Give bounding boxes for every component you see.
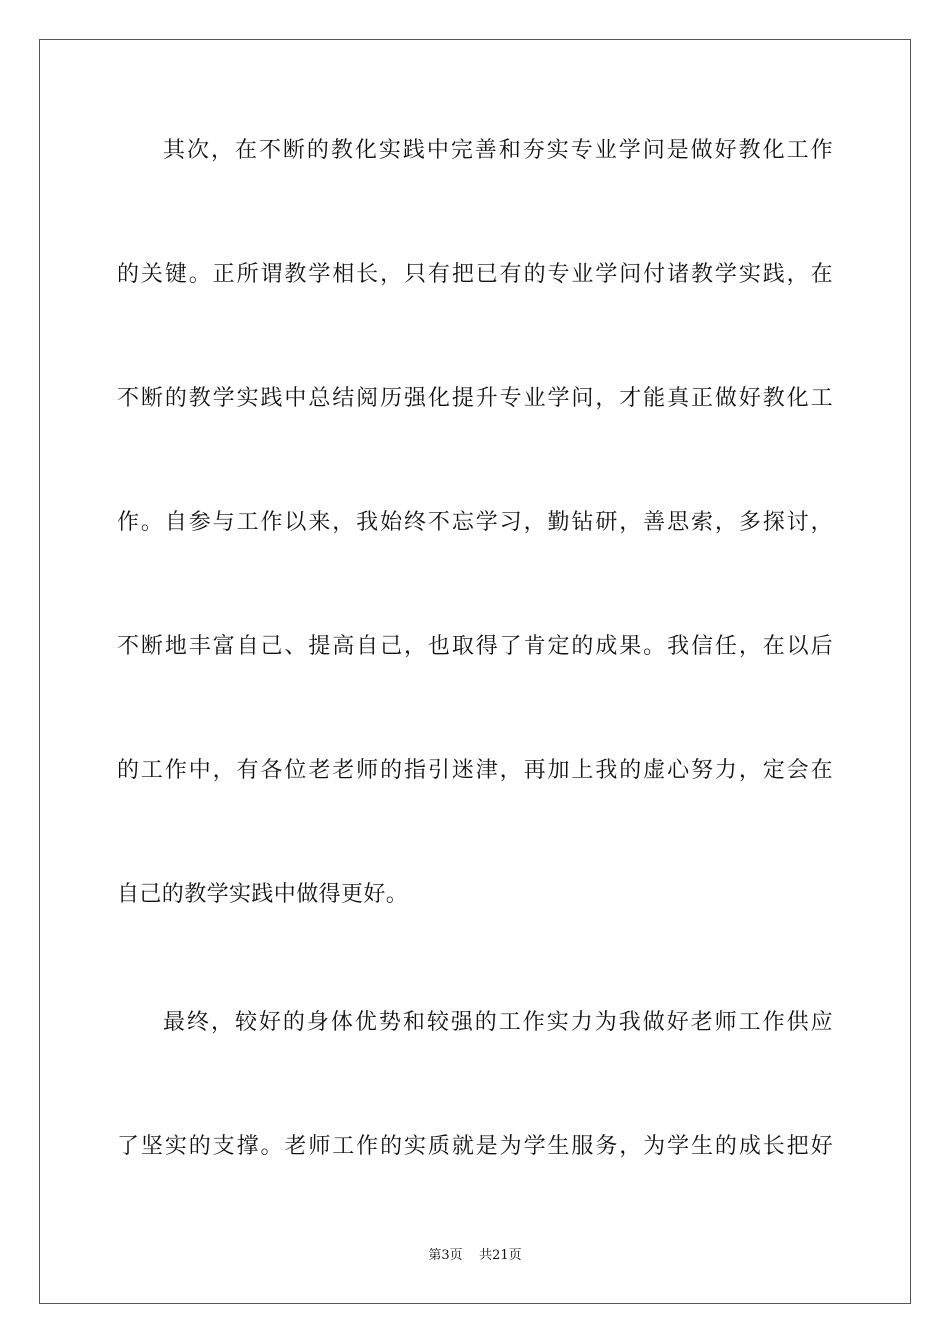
- page-number: 第3页: [428, 1248, 463, 1263]
- paragraph-1-line-2: 的关键。正所谓教学相长，只有把已有的专业学问付诸教学实践，在: [117, 262, 833, 287]
- total-pages: 共21页: [479, 1248, 522, 1263]
- page-footer: [0, 1246, 950, 1266]
- paragraph-2-line-1: 最终，较好的身体优势和较强的工作实力为我做好老师工作供应: [163, 1010, 833, 1035]
- paragraph-1-line-4: 作。自参与工作以来，我始终不忘学习，勤钻研，善思索，多探讨，: [117, 510, 833, 535]
- paragraph-1-line-7: 自己的教学实践中做得更好。: [117, 882, 409, 907]
- page-frame: [39, 39, 911, 1304]
- paragraph-1-line-6: 的工作中，有各位老老师的指引迷津，再加上我的虚心努力，定会在: [117, 758, 833, 783]
- paragraph-1-line-3: 不断的教学实践中总结阅历强化提升专业学问，才能真正做好教化工: [117, 386, 833, 411]
- paragraph-1-line-1: 其次，在不断的教化实践中完善和夯实专业学问是做好教化工作: [163, 138, 833, 163]
- paragraph-1-line-5: 不断地丰富自己、提高自己，也取得了肯定的成果。我信任，在以后: [117, 634, 833, 659]
- paragraph-2-line-2: 了坚实的支撑。老师工作的实质就是为学生服务，为学生的成长把好: [117, 1134, 833, 1159]
